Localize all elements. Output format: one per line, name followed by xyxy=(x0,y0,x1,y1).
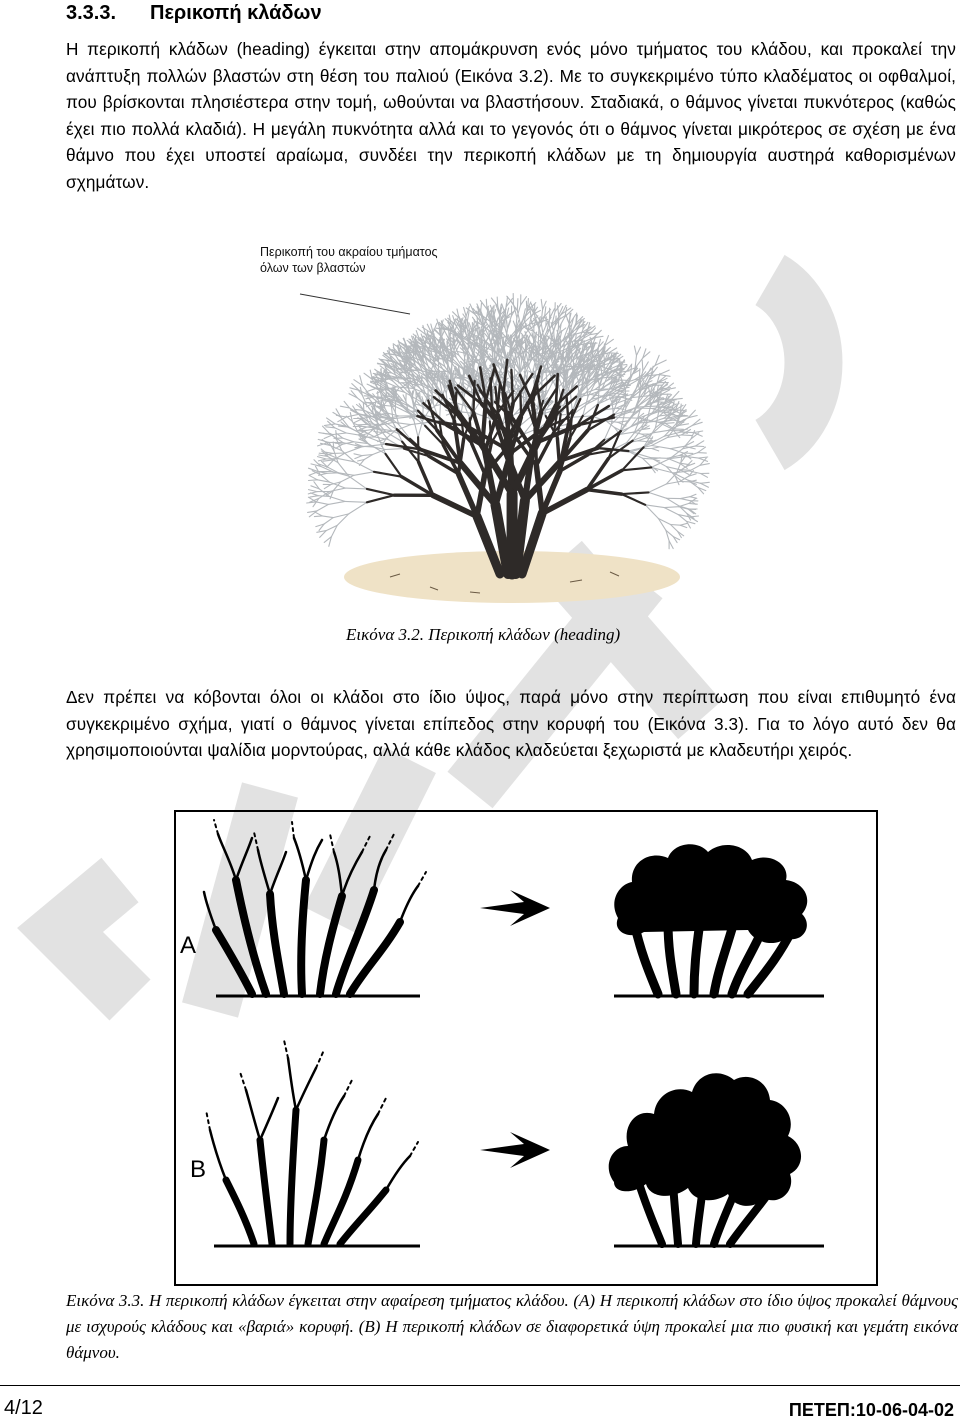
trimmed-branch xyxy=(654,418,664,421)
kept-branch xyxy=(622,492,649,494)
trimmed-branch xyxy=(690,494,696,496)
trimmed-branch xyxy=(659,370,669,375)
trimmed-branch xyxy=(686,457,698,459)
kept-branch xyxy=(622,467,651,470)
shrub-b-before xyxy=(206,1040,418,1244)
trimmed-branch xyxy=(491,298,497,306)
footer-divider xyxy=(0,1385,960,1386)
trimmed-branch xyxy=(551,337,552,353)
trimmed-branch xyxy=(698,447,706,453)
trimmed-branch xyxy=(324,485,331,489)
figure2-caption: Εικόνα 3.3. Η περικοπή κλάδων έγκειται στην αφαίρεση τμήματος κλάδου. (A) Η περικοπή κλάδων στο ίδιο ύψος προκαλεί θάμνους με ισχυρούς κλάδους και «βαριά» κορυφή. (B) Η περικοπή κλάδων σε διαφορετικά ύψη προκαλεί μια πιο φυσική και γεμάτη εικόνα θάμνου. xyxy=(66,1288,958,1366)
trimmed-branch xyxy=(667,498,680,506)
trimmed-branch xyxy=(664,508,678,515)
kept-branch xyxy=(556,374,558,405)
trimmed-branch xyxy=(309,480,318,481)
trimmed-branch xyxy=(682,435,693,436)
trimmed-branch xyxy=(346,414,360,417)
trimmed-branch xyxy=(386,449,404,450)
page-number: 4/12 xyxy=(4,1396,43,1420)
figure1-label-line2: όλων των βλαστών xyxy=(260,261,365,275)
trimmed-branch xyxy=(680,499,690,501)
trimmed-branch xyxy=(669,541,673,549)
arrow-b-icon xyxy=(480,1132,550,1168)
label-a: A xyxy=(180,932,196,960)
trimmed-branch xyxy=(521,297,527,305)
trimmed-branch xyxy=(698,453,707,454)
trimmed-branch xyxy=(652,449,659,451)
trimmed-branch xyxy=(563,350,564,359)
trimmed-branch xyxy=(643,458,651,466)
trimmed-branch xyxy=(324,518,333,524)
trimmed-branch xyxy=(680,525,687,527)
trimmed-branch xyxy=(309,475,317,480)
trimmed-branch xyxy=(483,327,485,345)
trimmed-branch xyxy=(343,438,354,442)
trimmed-branch xyxy=(565,376,566,385)
trimmed-branch xyxy=(690,497,697,499)
trimmed-branch xyxy=(394,422,411,424)
trimmed-branch xyxy=(643,362,648,371)
section-heading xyxy=(66,0,322,26)
second-paragraph: Δεν πρέπει να κόβονται όλοι οι κλάδοι στο ίδιο ύψος, παρά μόνο στην περίπτωση που είναι επιθυμητό ένα συγκεκριμένο σχήμα, γιατί ο θάμνος γίνεται επίπεδος στην κορυφή του (Εικόνα 3.3). Για το λόγο αυτό δεν θα χρησιμοποιούνται ψαλίδια μορντούρας, αλλά κάθε κλάδος κλαδεύεται ξεχωριστά με κλαδευτήρι χειρός. xyxy=(66,684,956,764)
trimmed-branch xyxy=(671,525,678,532)
trimmed-branch xyxy=(349,502,367,514)
crown-b xyxy=(609,1073,801,1206)
trimmed-branch xyxy=(526,301,527,311)
trimmed-branch xyxy=(659,375,670,377)
trimmed-branch xyxy=(349,476,367,489)
trimmed-branch xyxy=(318,442,329,446)
trimmed-branch xyxy=(637,347,641,355)
figure-heading-tree xyxy=(250,232,770,616)
trimmed-branch xyxy=(595,389,610,390)
trimmed-branch xyxy=(407,346,415,347)
trimmed-branch xyxy=(345,488,367,489)
trimmed-branch xyxy=(614,418,639,419)
trimmed-branch xyxy=(310,496,318,497)
trimmed-branch xyxy=(345,501,367,502)
trimmed-branch xyxy=(388,413,399,416)
trimmed-branch xyxy=(609,395,622,397)
trimmed-branch xyxy=(700,482,709,483)
trimmed-branch xyxy=(318,457,327,459)
trimmed-branch xyxy=(354,472,374,476)
trimmed-branch xyxy=(317,504,329,511)
trimmed-branch xyxy=(689,465,700,471)
kept-branch xyxy=(367,489,395,495)
trimmed-branch xyxy=(333,433,346,435)
trimmed-branch xyxy=(541,299,542,309)
trimmed-branch xyxy=(314,516,322,517)
trimmed-branch xyxy=(665,423,674,424)
trimmed-branch xyxy=(694,431,703,433)
trimmed-branch xyxy=(701,474,708,478)
trimmed-branch xyxy=(329,497,345,502)
document-code: ΠΕΤΕΠ:10-06-04-02 xyxy=(789,1398,954,1422)
section-title: Περικοπή κλάδων xyxy=(150,2,322,24)
trimmed-branch xyxy=(643,458,653,459)
trimmed-branch xyxy=(554,331,555,343)
trimmed-branch xyxy=(374,397,386,398)
kept-branch xyxy=(622,494,646,505)
trimmed-branch xyxy=(433,333,434,346)
trimmed-branch xyxy=(673,410,685,411)
figure-shrub-comparison xyxy=(174,810,878,1286)
shrub-b-after xyxy=(609,1073,801,1244)
kept-branch xyxy=(587,490,622,495)
trimmed-branch xyxy=(310,493,318,496)
trimmed-branch xyxy=(345,447,362,453)
shrub-a-before xyxy=(204,820,426,994)
trimmed-branch xyxy=(517,299,518,311)
kept-branch xyxy=(367,495,395,502)
trimmed-branch xyxy=(420,378,437,379)
trimmed-branch xyxy=(639,369,640,380)
trimmed-branch xyxy=(644,365,655,376)
trimmed-branch xyxy=(664,507,678,508)
trimmed-branch xyxy=(354,418,364,423)
intro-paragraph: Η περικοπή κλάδων (heading) έγκειται στην απομάκρυνση ενός μόνο τμήματος του κλάδου, και προκαλεί την ανάπτυξη πολλών βλαστών στη θέση του παλιού (Εικόνα 3.2). Με το συγκεκριμένο τύπο κλαδέματος οι οφθαλμοί, που βρίσκονται πλησιέστερα στην τομή, ωθούνται να βλαστήσουν. Σταδιακά, ο θάμνος γίνεται πυκνότερος (καθώς έχει πιο πολλά κλαδιά). Η μεγάλη πυκνότητα αλλά και το γεγονός ότι ο θάμνος γίνεται μικρότερος σε σχέση με ένα θάμνο που έχει υποστεί αραίωμα, συνδέει την περικοπή κλάδων με τη δημιουργία αυστηρά καθορισμένων σχημάτων. xyxy=(66,36,956,195)
trimmed-branch xyxy=(700,483,708,487)
trimmed-branch xyxy=(324,452,333,454)
trimmed-branch xyxy=(695,441,704,446)
kept-branch xyxy=(511,370,513,404)
trimmed-branch xyxy=(328,501,345,504)
trimmed-branch xyxy=(538,329,539,349)
trimmed-branch xyxy=(330,488,346,491)
trimmed-branch xyxy=(649,492,667,498)
trimmed-branch xyxy=(582,374,583,391)
trimmed-branch xyxy=(316,502,328,505)
trimmed-branch xyxy=(391,379,404,380)
trimmed-branch xyxy=(324,424,335,426)
trimmed-branch xyxy=(355,462,374,472)
trimmed-branch xyxy=(609,348,617,353)
trimmed-branch xyxy=(354,454,362,456)
trimmed-branch xyxy=(587,391,598,404)
trimmed-branch xyxy=(649,484,667,492)
label-b: B xyxy=(190,1156,206,1184)
kept-branch xyxy=(567,395,569,424)
trimmed-branch xyxy=(322,516,333,518)
arrow-a-icon xyxy=(480,890,550,926)
trimmed-branch xyxy=(680,497,690,499)
crown-a xyxy=(614,844,807,943)
trimmed-branch xyxy=(609,353,619,354)
shrub-a-after xyxy=(614,844,807,994)
trimmed-branch xyxy=(315,512,322,516)
trimmed-branch xyxy=(307,502,317,503)
section-number: 3.3.3. xyxy=(66,0,150,26)
trimmed-branch xyxy=(673,471,689,473)
trimmed-branch xyxy=(671,525,681,526)
trimmed-branch xyxy=(637,406,657,407)
trimmed-branch xyxy=(461,328,462,341)
trimmed-branch xyxy=(309,490,318,492)
figure1-label xyxy=(260,244,438,276)
trimmed-branch xyxy=(355,456,362,459)
trimmed-branch xyxy=(634,346,636,355)
kept-branch xyxy=(536,466,542,514)
figure1-label-line1: Περικοπή του ακραίου τμήματος xyxy=(260,245,438,259)
label-pointer xyxy=(300,294,410,314)
figure1-caption: Εικόνα 3.2. Περικοπή κλάδων (heading) xyxy=(346,622,620,648)
trimmed-branch xyxy=(642,360,643,371)
trimmed-branch xyxy=(558,317,565,329)
trimmed-branch xyxy=(680,523,687,525)
trimmed-branch xyxy=(652,447,659,449)
